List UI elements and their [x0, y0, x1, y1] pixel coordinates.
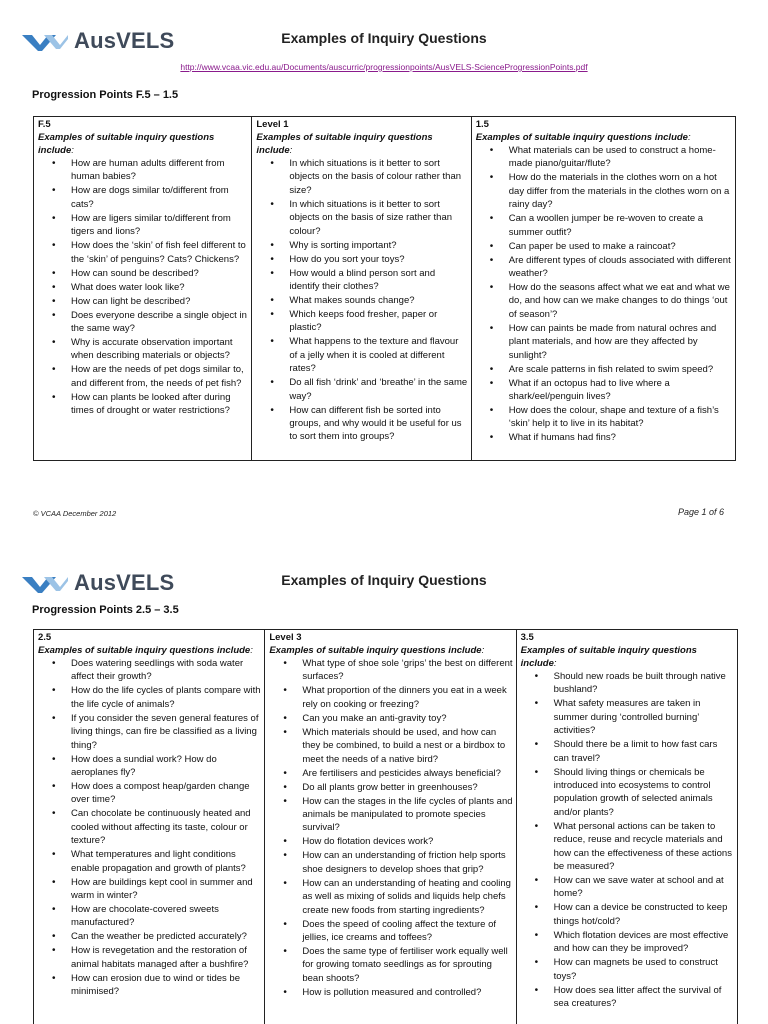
progression-heading: Progression Points 2.5 – 3.5: [32, 604, 179, 616]
copyright: © VCAA December 2012: [33, 509, 117, 518]
question-item: • How can light be described?: [38, 295, 248, 308]
question-item: • Do all fish ‘drink’ and ‘breathe’ in the same way?: [256, 376, 467, 403]
question-item: • How are dogs similar to/different from cats?: [38, 184, 248, 211]
ausvels-logo-text: AusVELS: [74, 28, 175, 53]
ausvels-chevron-icon: [22, 573, 68, 593]
question-item: • Are fertilisers and pesticides always beneficial?: [269, 767, 512, 780]
question-item: • What does water look like?: [38, 281, 248, 294]
column-level: 3.5: [520, 632, 534, 643]
column-level: 2.5: [38, 632, 52, 643]
question-item: • What happens to the texture and flavour of a jelly when it is cooled at different rates?: [256, 335, 467, 375]
question-item: • Can paper be used to make a raincoat?: [476, 240, 732, 253]
question-item: • Can the weather be predicted accurately?: [38, 930, 261, 943]
question-item: • Why is sorting important?: [256, 239, 467, 252]
question-item: • Why is accurate observation important when describing materials or objects?: [38, 336, 248, 363]
question-item: • If you consider the seven general features of living things, can fire be classified as a living thing?: [38, 712, 261, 752]
column-intro: Examples of suitable inquiry questions include:: [256, 132, 433, 156]
question-item: • Does the speed of cooling affect the texture of jellies, ice creams and toffees?: [269, 918, 512, 945]
question-item: • How are human adults different from human babies?: [38, 157, 248, 184]
question-list: [269, 657, 512, 999]
question-list: [256, 157, 467, 444]
question-item: • How does sea litter affect the survival of sea creatures?: [521, 984, 734, 1011]
ausvels-chevron-icon: [22, 31, 68, 51]
question-item: • Can chocolate be continuously heated and cooled without affecting its taste, colour or texture?: [38, 807, 261, 847]
question-item: • Can a woollen jumper be re-woven to create a summer outfit?: [476, 212, 732, 239]
question-item: • Are different types of clouds associated with different weather?: [476, 254, 732, 281]
question-item: • What type of shoe sole ‘grips’ the best on different surfaces?: [269, 657, 512, 684]
question-item: • In which situations is it better to sort objects on the basis of colour rather than size?: [256, 157, 467, 197]
question-item: • How is revegetation and the restoration of animal habitats managed after a bushfire?: [38, 944, 261, 971]
question-item: • How can magnets be used to construct toys?: [521, 956, 734, 983]
column-level: Level 3: [269, 632, 302, 643]
question-item: • How would a blind person sort and identify their clothes?: [256, 267, 467, 294]
column-intro: Examples of suitable inquiry questions include:: [38, 645, 253, 656]
source-link[interactable]: http://www.vcaa.vic.edu.au/Documents/auscurric/progressionpoints/AusVELS-ScienceProgressionPoints.pdf: [180, 62, 588, 72]
column-intro: Examples of suitable inquiry questions include:: [38, 132, 215, 156]
column-level: Level 1: [256, 119, 289, 130]
question-item: • How does a compost heap/garden change over time?: [38, 780, 261, 807]
column-1-5: [472, 117, 735, 460]
question-item: • Should there be a limit to how fast cars can travel?: [521, 738, 734, 765]
column-level: F.5: [38, 119, 51, 130]
question-item: • What personal actions can be taken to reduce, reuse and recycle materials and how can the effectiveness of these actions be measured?: [521, 820, 734, 874]
question-item: • How can a device be constructed to keep things hot/cold?: [521, 901, 734, 928]
question-item: • How can different fish be sorted into groups, and why would it be useful for us to sort them into groups?: [256, 404, 467, 444]
column-intro: Examples of suitable inquiry questions include:: [520, 645, 697, 669]
question-item: • Do all plants grow better in greenhouses?: [269, 781, 512, 794]
column-intro: Examples of suitable inquiry questions include:: [269, 645, 485, 656]
question-list: [38, 157, 248, 418]
question-item: • What materials can be used to construct a home-made piano/guitar/flute?: [476, 144, 732, 171]
question-item: • What makes sounds change?: [256, 294, 467, 307]
question-item: • Which keeps food fresher, paper or plastic?: [256, 308, 467, 335]
question-item: • How can an understanding of heating and cooling as well as mixing of solids and liquids help chefs create new foods from starting ingredients?: [269, 877, 512, 917]
question-item: • What temperatures and light conditions enable propagation and growth of plants?: [38, 848, 261, 875]
question-item: • How do the seasons affect what we eat and what we do, and how can we make changes to do things ‘out of season’?: [476, 281, 732, 321]
question-item: • How can an understanding of friction help sports shoe designers to develop shoes that grip?: [269, 849, 512, 876]
inquiry-table: [33, 629, 738, 1024]
page-2: [0, 542, 768, 1024]
question-item: • How is pollution measured and controlled?: [269, 986, 512, 999]
question-item: • How does the colour, shape and texture of a fish’s ‘skin’ help it to live in its habitat?: [476, 404, 732, 431]
column-2-5: [34, 630, 265, 1024]
question-item: • How can the stages in the life cycles of plants and animals be manipulated to promote species survival?: [269, 795, 512, 835]
question-item: • Which flotation devices are most effective and how can they be improved?: [521, 929, 734, 956]
progression-heading: Progression Points F.5 – 1.5: [32, 89, 179, 101]
column-level: 1.5: [475, 119, 489, 130]
column-3-5: [517, 630, 737, 1024]
document-title: Examples of Inquiry Questions: [281, 572, 487, 588]
column-f5: [34, 117, 252, 460]
ausvels-logo-text: AusVELS: [74, 570, 175, 595]
page-number: Page 1 of 6: [677, 507, 724, 517]
inquiry-table: [33, 116, 736, 461]
column-level-1: [252, 117, 471, 460]
question-item: • Does watering seedlings with soda water affect their growth?: [38, 657, 261, 684]
question-item: • Which materials should be used, and how can they be combined, to build a nest or a birdbox to meet the needs of a native bird?: [269, 726, 512, 766]
question-list: [521, 670, 734, 1011]
question-item: • How are chocolate-covered sweets manufactured?: [38, 903, 261, 930]
question-item: • How are the needs of pet dogs similar to, and different from, the needs of pet fish?: [38, 363, 248, 390]
question-item: • Should living things or chemicals be introduced into ecosystems to control population growth of selected animals and/or plants?: [521, 766, 734, 820]
question-item: • How do flotation devices work?: [269, 835, 512, 848]
question-item: • Should new roads be built through native bushland?: [521, 670, 734, 697]
question-item: • How does a sundial work? How do aeroplanes fly?: [38, 753, 261, 780]
page-separator: [0, 534, 768, 540]
question-item: • How are ligers similar to/different from tigers and lions?: [38, 212, 248, 239]
question-item: • Does everyone describe a single object in the same way?: [38, 309, 248, 336]
column-intro: Examples of suitable inquiry questions include:: [475, 132, 691, 143]
question-item: • Are scale patterns in fish related to swim speed?: [476, 363, 732, 376]
question-item: • How do the life cycles of plants compare with the life cycle of animals?: [38, 684, 261, 711]
question-item: • How are buildings kept cool in summer and warm in winter?: [38, 876, 261, 903]
question-item: • What proportion of the dinners you eat in a week rely on cooking or freezing?: [269, 684, 512, 711]
question-item: • How does the ‘skin’ of fish feel different to the ‘skin’ of penguins? Cats? Chickens?: [38, 239, 248, 266]
question-item: • How can sound be described?: [38, 267, 248, 280]
question-item: • What if an octopus had to live where a shark/eel/penguin lives?: [476, 377, 732, 404]
column-level-3: [265, 630, 516, 1024]
question-item: • How can plants be looked after during times of drought or water restrictions?: [38, 391, 248, 418]
question-item: • How can we save water at school and at home?: [521, 874, 734, 901]
question-list: [476, 144, 732, 445]
question-item: • How can erosion due to wind or tides be minimised?: [38, 972, 261, 999]
question-list: [38, 657, 261, 999]
question-item: • Can you make an anti-gravity toy?: [269, 712, 512, 725]
question-item: • In which situations is it better to sort objects on the basis of size rather than colour?: [256, 198, 467, 238]
question-item: • What if humans had fins?: [476, 431, 732, 444]
question-item: • How can paints be made from natural ochres and plant materials, and how are they affected by sunlight?: [476, 322, 732, 362]
question-item: • How do you sort your toys?: [256, 253, 467, 266]
question-item: • What safety measures are taken in summer during ‘controlled burning’ activities?: [521, 697, 734, 737]
question-item: • How do the materials in the clothes worn on a hot day differ from the materials in the clothes worn on a rainy day?: [476, 171, 732, 211]
document-title: Examples of Inquiry Questions: [281, 30, 487, 46]
question-item: • Does the same type of fertiliser work equally well for growing tomato seedlings as for sprouting bean shoots?: [269, 945, 512, 985]
